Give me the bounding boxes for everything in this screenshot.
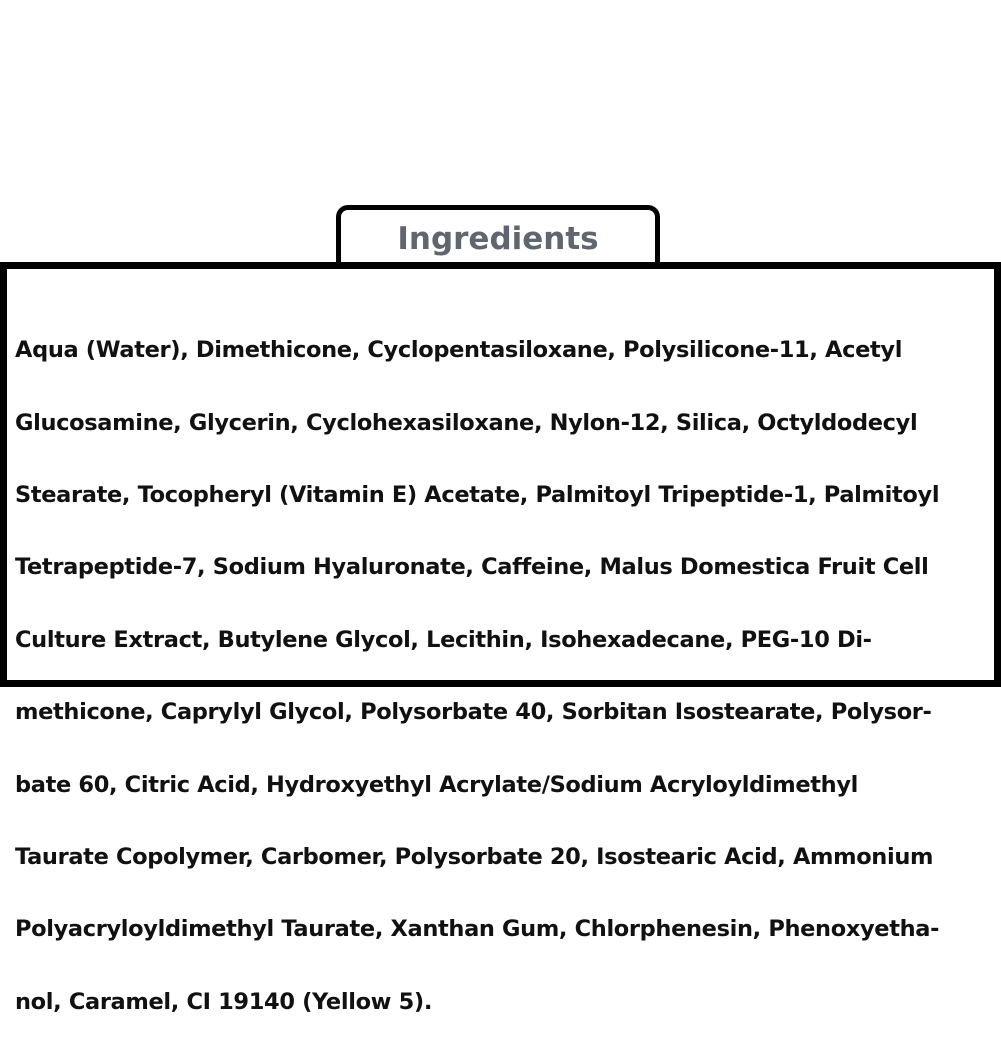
ingredients-line: Aqua (Water), Dimethicone, Cyclopentasiloxane, Polysilicone-11, Acetyl bbox=[15, 337, 903, 364]
ingredients-title: Ingredients bbox=[397, 221, 599, 257]
ingredients-line: Culture Extract, Butylene Glycol, Lecithin, Isohexadecane, PEG-10 Di- bbox=[15, 626, 872, 653]
ingredients-line: nol, Caramel, CI 19140 (Yellow 5). bbox=[15, 988, 433, 1015]
ingredients-line: Stearate, Tocopheryl (Vitamin E) Acetate, Palmitoyl Tripeptide-1, Palmitoyl bbox=[15, 482, 940, 509]
ingredients-line: methicone, Caprylyl Glycol, Polysorbate 40, Sorbitan Isostearate, Polysor- bbox=[15, 699, 932, 726]
ingredients-line: bate 60, Citric Acid, Hydroxyethyl Acrylate/Sodium Acryloyldimethyl bbox=[15, 771, 859, 798]
ingredients-line: Glucosamine, Glycerin, Cyclohexasiloxane, Nylon-12, Silica, Octyldodecyl bbox=[15, 409, 918, 436]
ingredients-line: Tetrapeptide-7, Sodium Hyaluronate, Caffeine, Malus Domestica Fruit Cell bbox=[15, 554, 929, 581]
ingredients-panel bbox=[0, 262, 1001, 1015]
ingredients-list bbox=[15, 296, 990, 1056]
ingredients-line: Taurate Copolymer, Carbomer, Polysorbate 20, Isostearic Acid, Ammonium bbox=[15, 844, 934, 871]
ingredients-line: Polyacryloyldimethyl Taurate, Xanthan Gum, Chlorphenesin, Phenoxyetha- bbox=[15, 916, 940, 943]
